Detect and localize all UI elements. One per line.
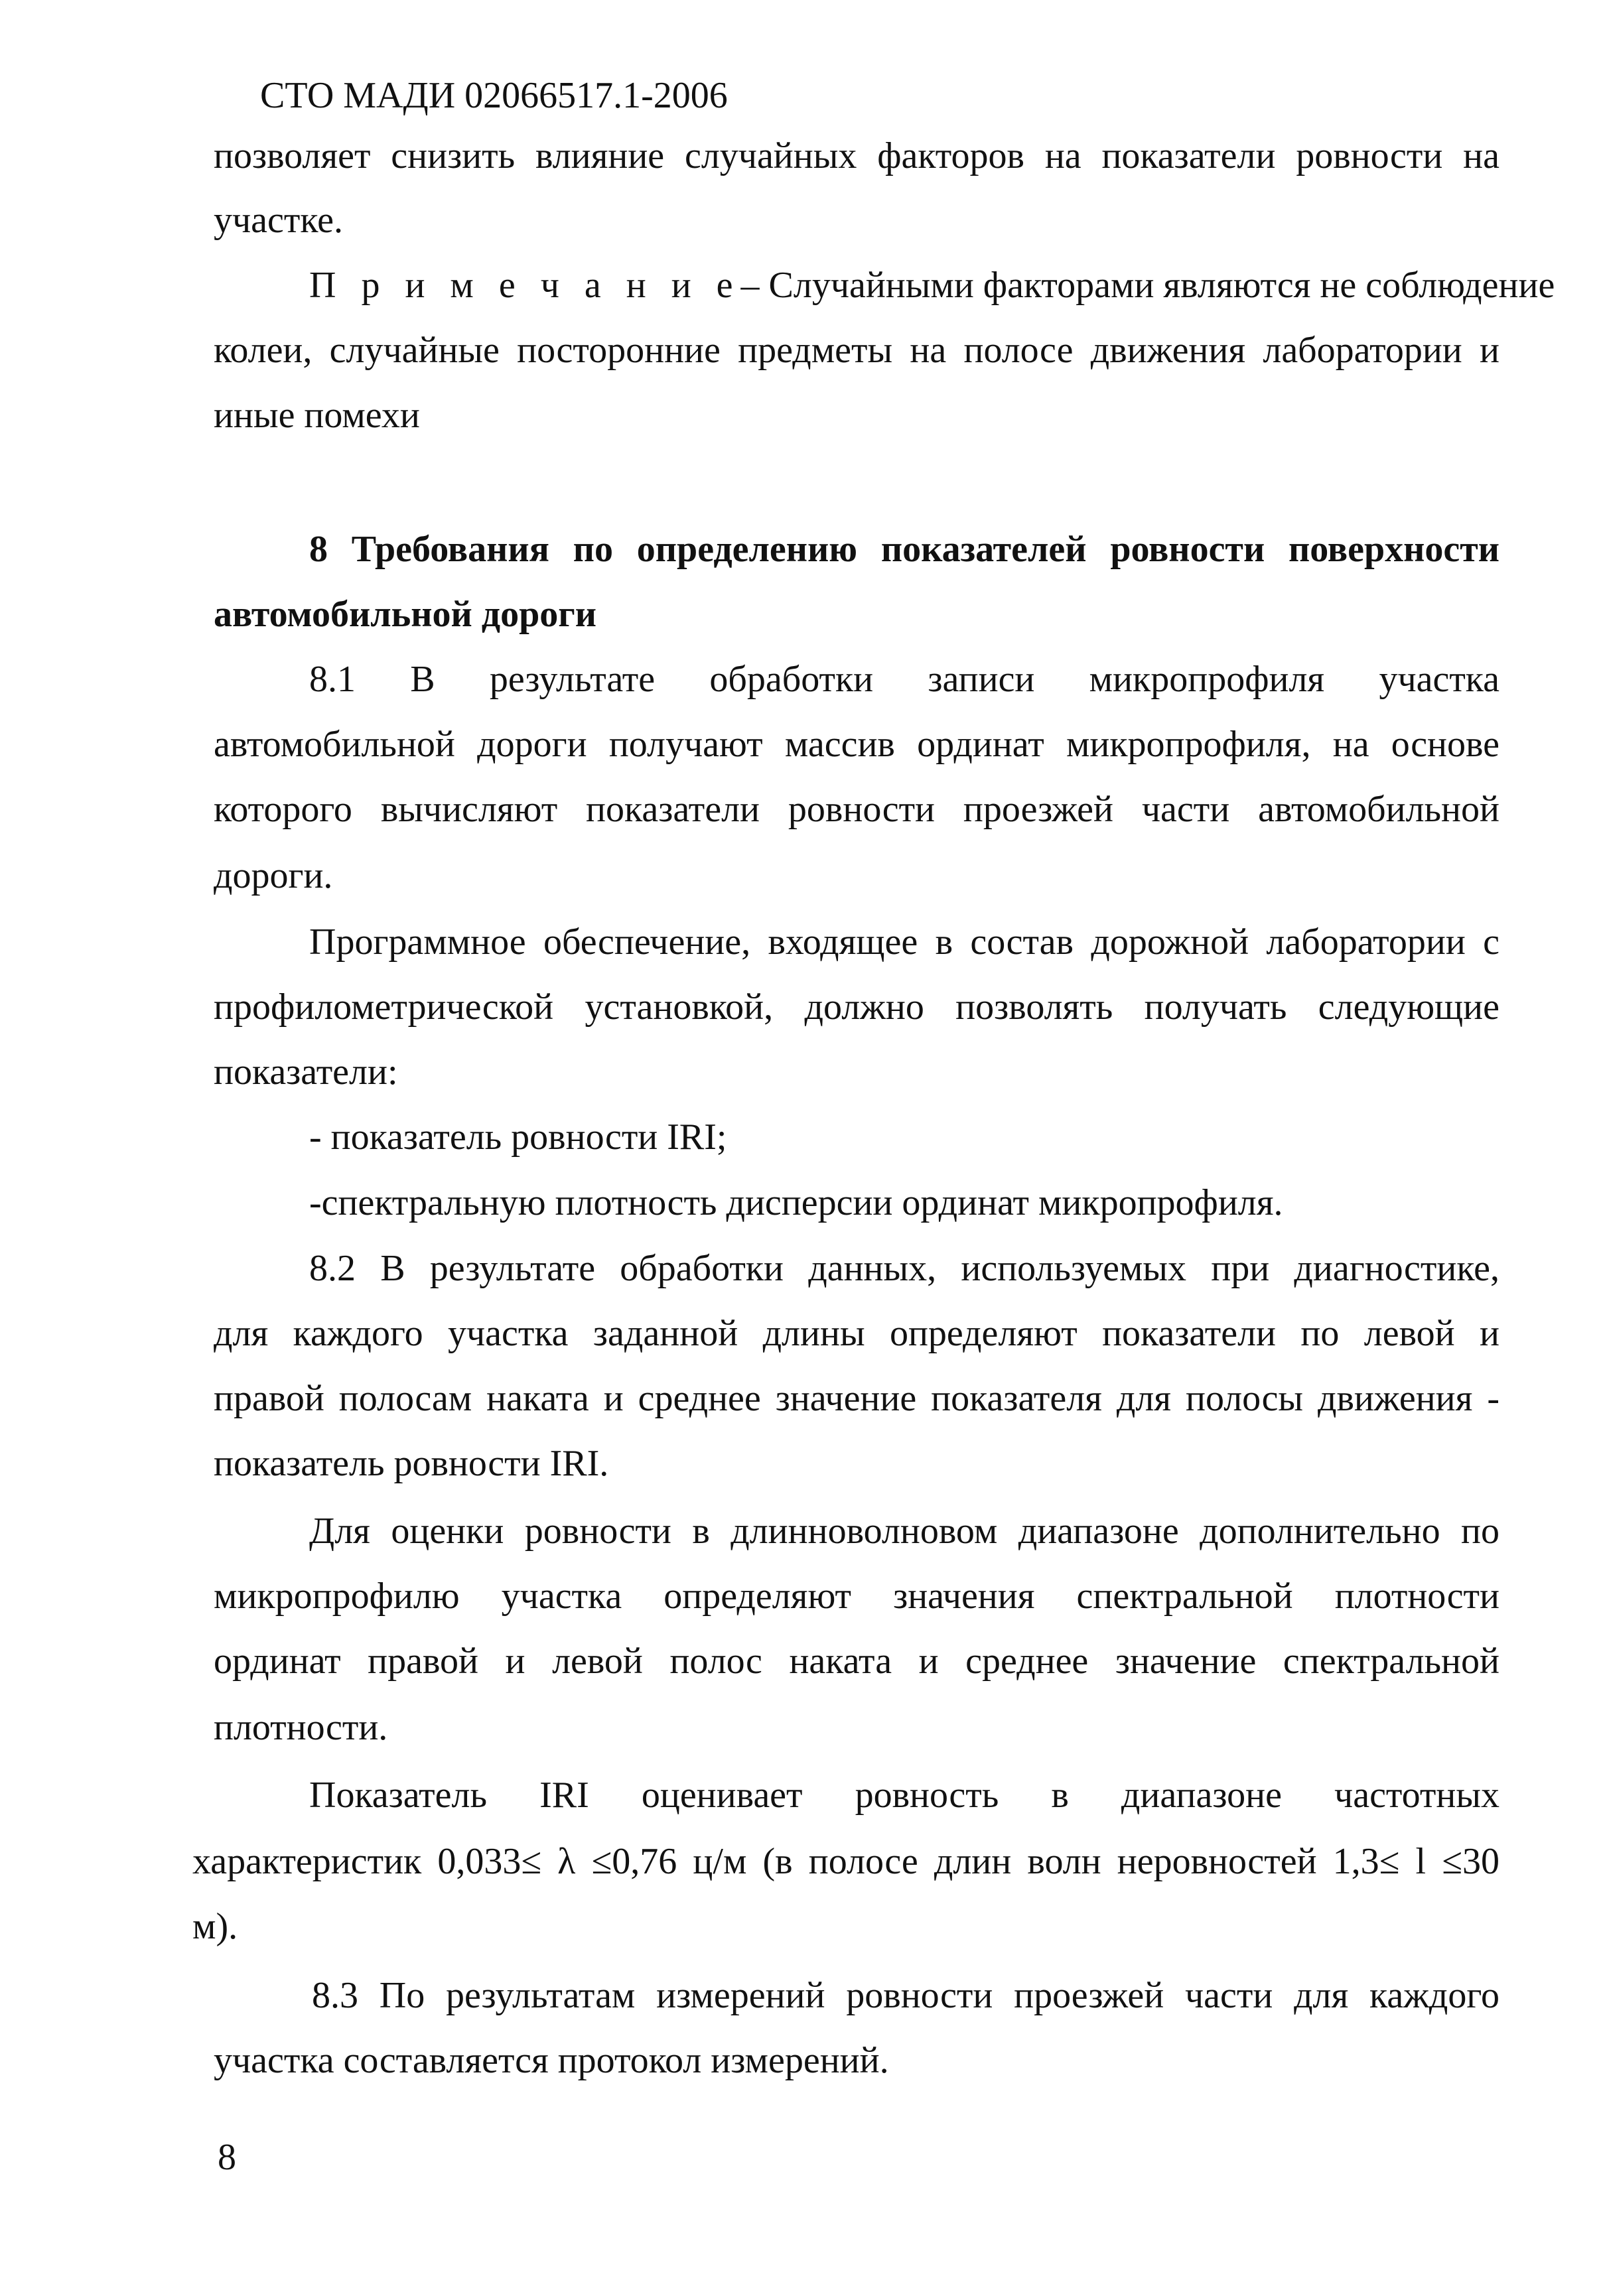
paragraph-8-1-line-4: дороги. bbox=[214, 855, 333, 896]
paragraph-software-line-2: профилометрической установкой, должно позволять получать следующие bbox=[214, 986, 1499, 1028]
paragraph-intro-line-1: позволяет снизить влияние случайных факторов на показатели ровности на bbox=[214, 135, 1499, 176]
paragraph-iri-line-2: характеристик 0,033≤ λ ≤0,76 ц/м (в полосе длин волн неровностей 1,3≤ l ≤30 bbox=[192, 1841, 1499, 1882]
paragraph-8-2-line-2: для каждого участка заданной длины определяют показатели по левой и bbox=[214, 1313, 1499, 1354]
section-8-heading-line-1: 8 Требования по определению показателей ровности поверхности bbox=[309, 529, 1499, 570]
paragraph-8-1-line-2: автомобильной дороги получают массив ординат микропрофиля, на основе bbox=[214, 724, 1499, 765]
paragraph-iri-line-1: Показатель IRI оценивает ровность в диапазоне частотных bbox=[309, 1775, 1499, 1816]
paragraph-evaluation-line-2: микропрофилю участка определяют значения спектральной плотности bbox=[214, 1576, 1499, 1617]
list-item-iri: - показатель ровности IRI; bbox=[309, 1116, 727, 1158]
paragraph-intro-line-2: участке. bbox=[214, 200, 344, 241]
paragraph-8-3-line-1: 8.3 По результатам измерений ровности проезжей части для каждого bbox=[312, 1975, 1499, 2016]
section-8-heading-line-2: автомобильной дороги bbox=[214, 594, 596, 635]
note-line-1 bbox=[309, 264, 1555, 306]
doc-header-code: СТО МАДИ 02066517.1-2006 bbox=[260, 75, 728, 116]
paragraph-8-3-line-2: участка составляется протокол измерений. bbox=[214, 2040, 889, 2081]
paragraph-software-line-1: Программное обеспечение, входящее в состав дорожной лаборатории с bbox=[309, 921, 1499, 963]
paragraph-evaluation-line-4: плотности. bbox=[214, 1707, 388, 1748]
note-line-3: иные помехи bbox=[214, 395, 420, 436]
list-item-spectral-density: -спектральную плотность дисперсии ординат микропрофиля. bbox=[309, 1182, 1283, 1223]
paragraph-8-1-line-3: которого вычисляют показатели ровности проезжей части автомобильной bbox=[214, 789, 1499, 830]
paragraph-evaluation-line-3: ординат правой и левой полос наката и среднее значение спектральной bbox=[214, 1641, 1499, 1682]
paragraph-8-1-line-1: 8.1 В результате обработки записи микропрофиля участка bbox=[309, 659, 1499, 700]
paragraph-8-2-line-1: 8.2 В результате обработки данных, используемых при диагностике, bbox=[309, 1248, 1499, 1289]
page-number: 8 bbox=[218, 2137, 236, 2178]
note-line-2: колеи, случайные посторонние предметы на полосе движения лаборатории и bbox=[214, 330, 1499, 371]
paragraph-8-2-line-4: показатель ровности IRI. bbox=[214, 1443, 609, 1484]
note-label: П р и м е ч а н и е bbox=[309, 265, 741, 306]
paragraph-8-2-line-3: правой полосам наката и среднее значение показателя для полосы движения - bbox=[214, 1378, 1499, 1419]
note-line-1-text: – Случайными факторами являются не соблюдение bbox=[740, 265, 1555, 306]
paragraph-software-line-3: показатели: bbox=[214, 1051, 398, 1093]
paragraph-iri-line-3: м). bbox=[192, 1906, 238, 1947]
paragraph-evaluation-line-1: Для оценки ровности в длинноволновом диапазоне дополнительно по bbox=[309, 1511, 1499, 1552]
